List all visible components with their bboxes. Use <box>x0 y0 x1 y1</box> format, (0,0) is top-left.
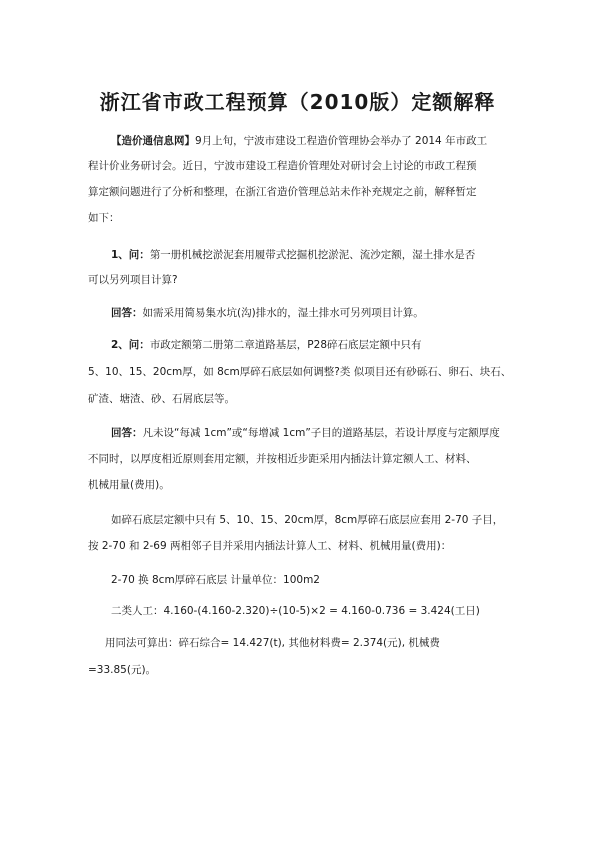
calc-labor-line: 二类人工：4.160-(4.160-2.320)÷(10-5)×2 = 4.160-0.736 = 3.424(工日) <box>111 605 480 617</box>
document-title: 浙江省市政工程预算（2010版）定额解释 <box>99 90 496 114</box>
example-line-1: 如碎石底层定额中只有 5、10、15、20cm厚，8cm厚碎石底层应套用 2-70 子目， <box>111 514 504 526</box>
answer-2-text: 凡未设“每减 1cm”或“每增减 1cm”子目的道路基层，若设计厚度与定额厚度 <box>142 427 500 439</box>
question-1-text: 第一册机械挖淤泥套用履带式挖掘机挖淤泥、流沙定额，湿土排水是否 <box>149 249 476 261</box>
intro-line-4: 如下： <box>88 212 120 224</box>
question-2-label: 2、问： <box>111 339 150 351</box>
calc-unit-line: 2-70 换 8cm厚碎石底层 计量单位：100m2 <box>111 574 320 586</box>
question-2 <box>111 338 422 352</box>
answer-2-line-3: 机械用量(费用)。 <box>88 479 170 491</box>
question-2-line-2: 5、10、15、20cm厚，如 8cm厚碎石底层如何调整?类 似项目还有砂砾石、卵石、块石、 <box>88 366 512 378</box>
answer-1-text: 如需采用简易集水坑(沟)排水的，湿土排水可另列项目计算。 <box>142 307 424 319</box>
calc-result-line: 用同法可算出：碎石综合= 14.427(t), 其他材料费= 2.374(元), 机械费 <box>105 637 440 649</box>
calc-result-line-2: =33.85(元)。 <box>88 664 157 676</box>
source-tag: 【造价通信息网】 <box>111 135 195 147</box>
answer-1-label: 回答： <box>111 307 143 319</box>
example-line-2: 按 2-70 和 2-69 两相邻子目并采用内插法计算人工、材料、机械用量(费用)： <box>88 540 452 552</box>
answer-1 <box>111 306 424 320</box>
question-1-line-2: 可以另列项目计算? <box>88 274 178 286</box>
answer-2-label: 回答： <box>111 427 143 439</box>
intro-line-3: 算定额问题进行了分析和整理，在浙江省造价管理总站未作补充规定之前，解释暂定 <box>88 186 477 198</box>
answer-2-line-2: 不同时，以厚度相近原则套用定额，并按相近步距采用内插法计算定额人工、材料、 <box>88 453 477 465</box>
question-2-line-3: 矿渣、塘渣、砂、石屑底层等。 <box>88 393 235 405</box>
intro-line-1 <box>111 134 487 148</box>
question-2-text: 市政定额第二册第二章道路基层，P28碎石底层定额中只有 <box>149 339 422 351</box>
intro-line-2: 程计价业务研讨会。近日，宁波市建设工程造价管理处对研讨会上讨论的市政工程预 <box>88 160 477 172</box>
question-1-label: 1、问： <box>111 249 150 261</box>
question-1 <box>111 248 475 262</box>
answer-2 <box>111 426 500 440</box>
intro-text: 9月上旬，宁波市建设工程造价管理协会举办了 2014 年市政工 <box>195 135 488 147</box>
